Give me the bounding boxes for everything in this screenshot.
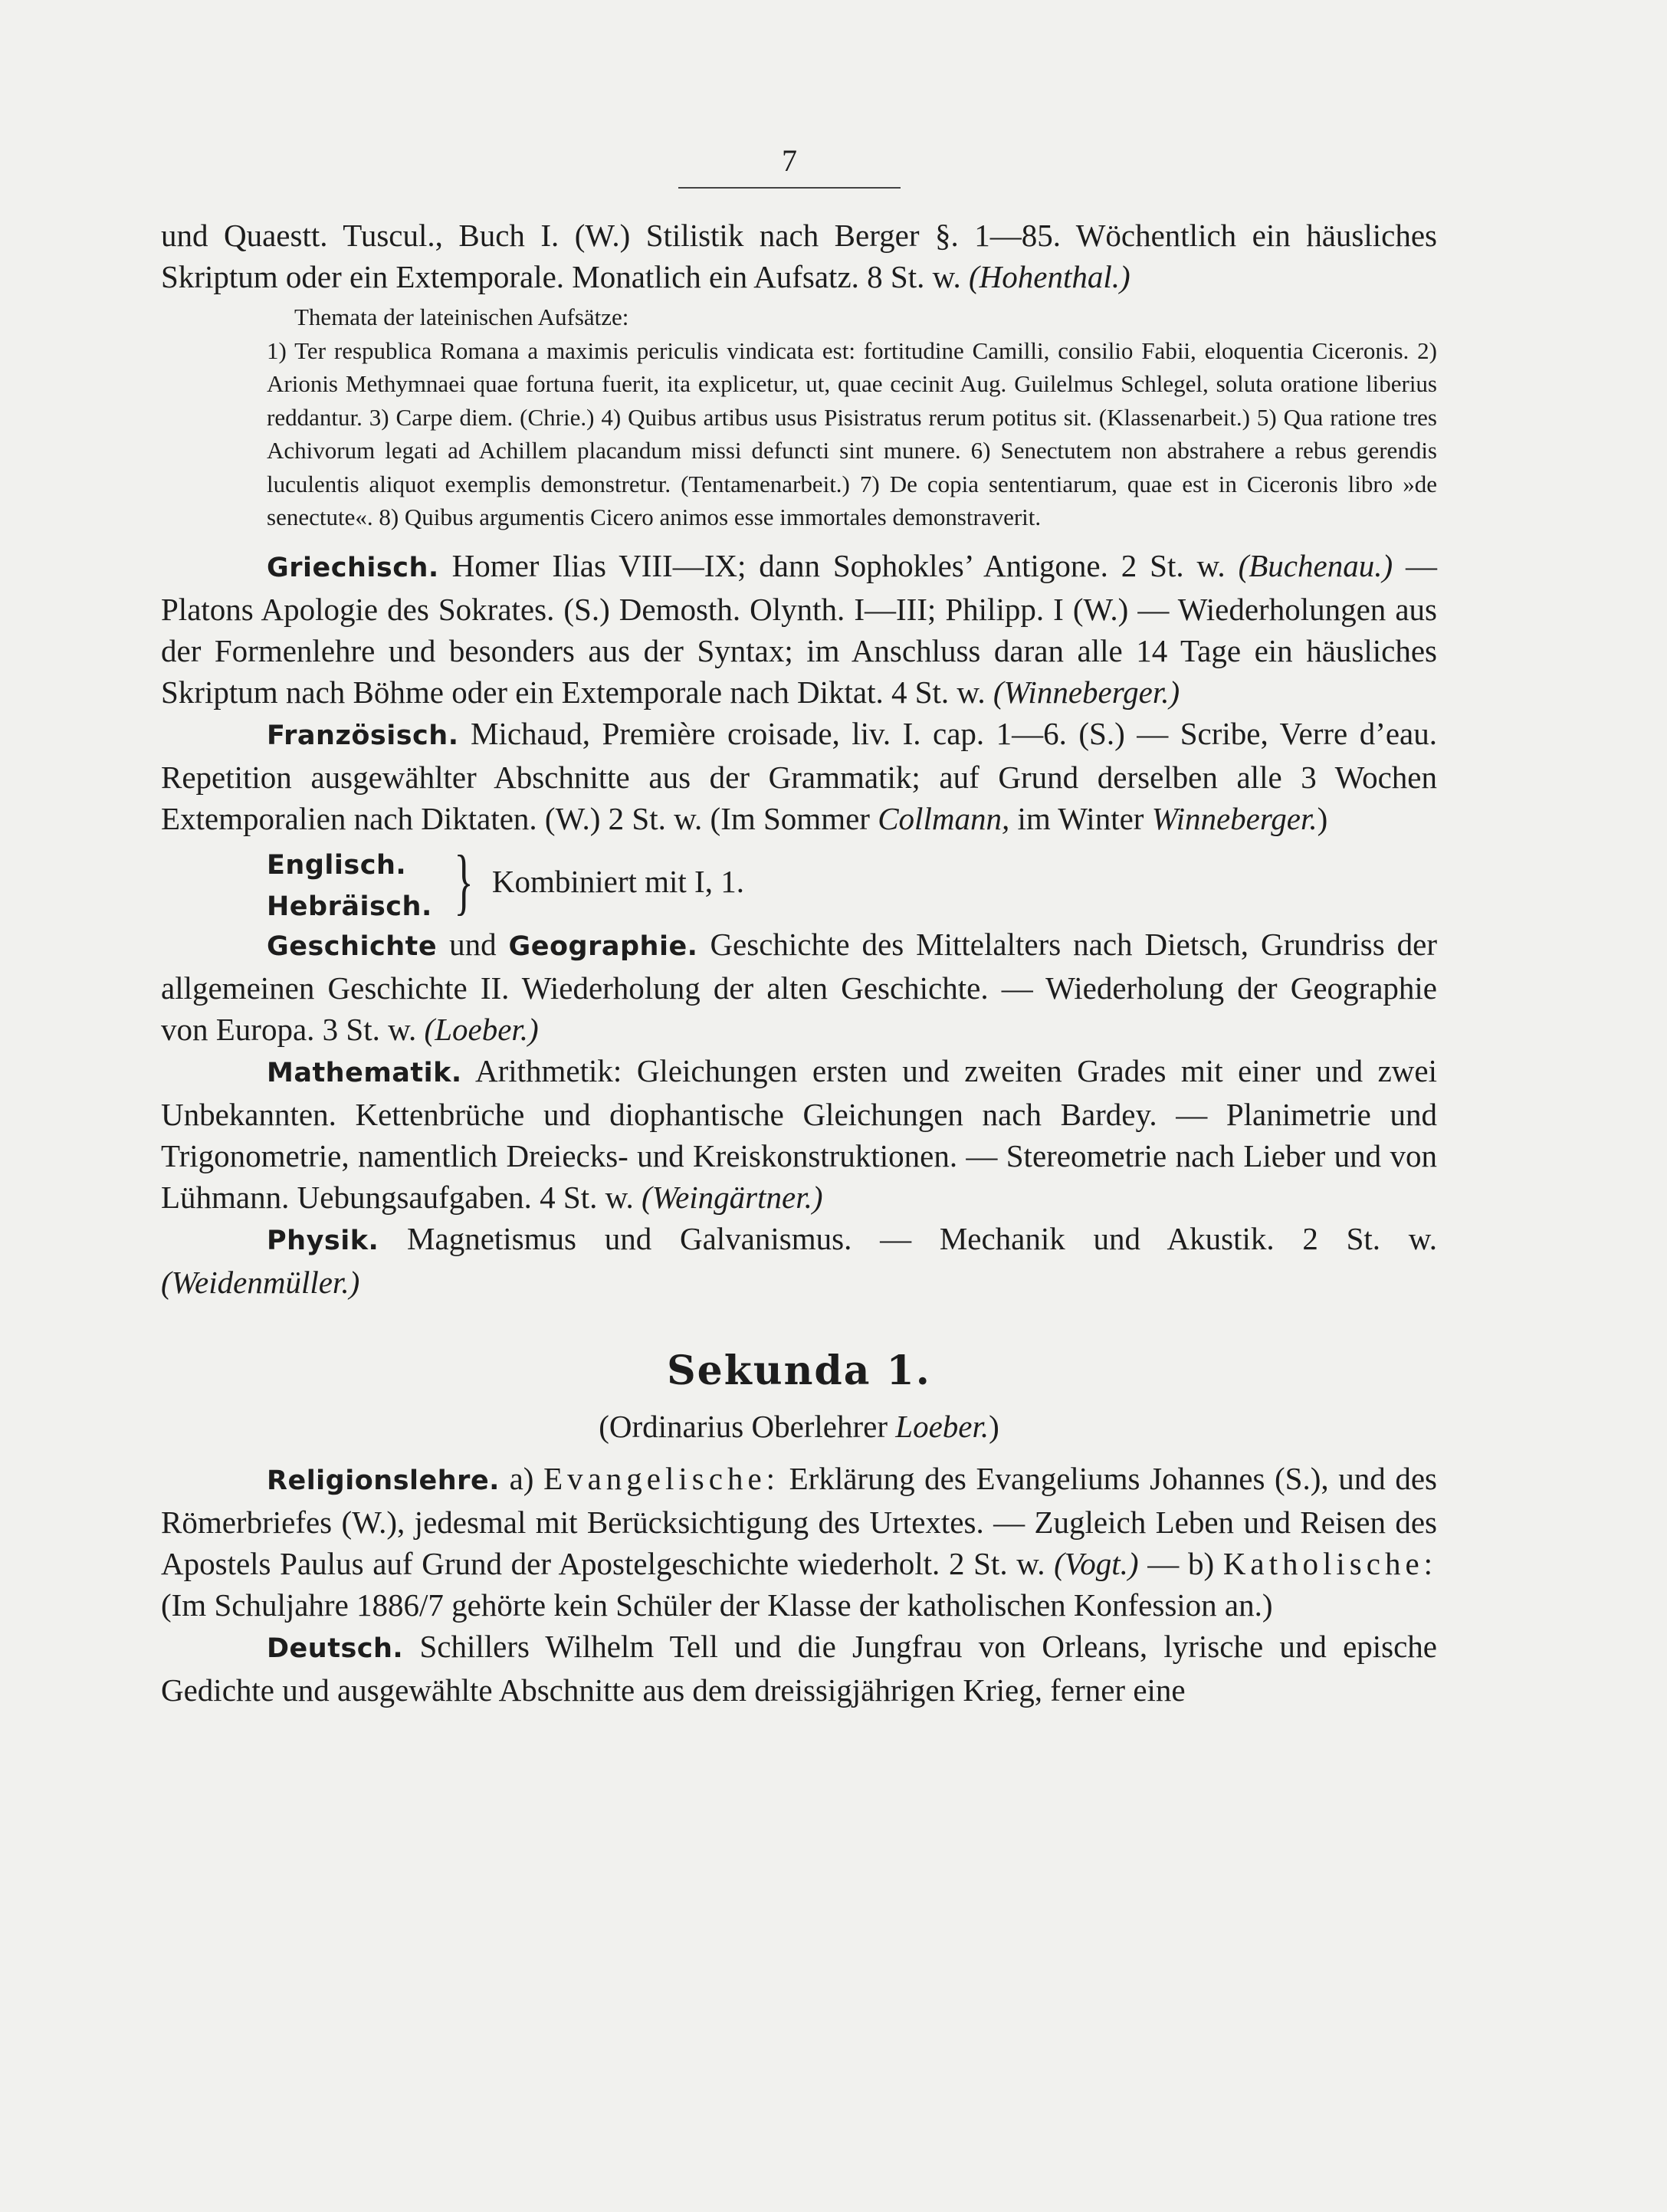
- griechisch-teacher-1: (Buchenau.): [1238, 547, 1393, 583]
- subject-geschichte: Geschichte: [267, 930, 438, 962]
- religion-b-spaced: Katholische:: [1222, 1545, 1438, 1581]
- section-subtitle: [161, 1406, 1437, 1447]
- page-content: [161, 138, 1437, 1711]
- mathematik-text: Arithmetik: Gleichungen ersten und zweiten Grades mit einer und zwei Unbekannten. Kettenbrüche und diophantische Gleichungen nach Bardey. — Planimetrie und Trigonometrie, namentlich Dreiecks- und Kreiskonstruktionen. — Stereometrie nach Lieber und von Lühmann. Uebungsaufgaben. 4 St. w.: [161, 1052, 1437, 1215]
- deutsch-text: Schillers Wilhelm Tell und die Jungfrau von Orleans, lyrische und epische Gedichte und ausgewählte Abschnitte aus dem dreissigjährigen Krieg, ferner eine: [161, 1628, 1438, 1708]
- religion-b-text: (Im Schuljahre 1886/7 gehörte kein Schüler der Klasse der katholischen Konfession an.): [161, 1587, 1273, 1623]
- franzoesisch-teacher-b: Winneberger.: [1151, 800, 1318, 836]
- geschichte-teacher: (Loeber.): [424, 1011, 539, 1047]
- subject-hebraeisch: Hebräisch.: [267, 891, 432, 922]
- religion-b-label: — b): [1147, 1545, 1215, 1581]
- griechisch-teacher-2: (Winneberger.): [993, 674, 1180, 710]
- intro-teacher: (Hohenthal.): [969, 259, 1130, 294]
- griechisch-text-1: Homer Ilias VIII—IX; dann Sophokles’ Antigone. 2 St. w.: [451, 547, 1226, 583]
- geschichte-paragraph: [161, 924, 1437, 1050]
- subject-geographie: Geographie.: [508, 930, 698, 962]
- kombiniert-text: Kombiniert mit I, 1.: [491, 863, 744, 899]
- mathematik-teacher: (Weingärtner.): [642, 1179, 823, 1215]
- section-sub-close: ): [989, 1408, 999, 1444]
- griechisch-paragraph: [161, 545, 1437, 713]
- themata-heading: Themata der lateinischen Aufsätze:: [294, 304, 629, 330]
- deutsch-paragraph: [161, 1626, 1437, 1711]
- document-body: [161, 215, 1437, 1711]
- subject-mathematik: Mathematik.: [267, 1057, 462, 1088]
- geschichte-text: Geschichte des Mittelalters nach Dietsch, Grundriss der allgemeinen Geschichte II. Wiederholung der alten Geschichte. — Wiederholung der Geographie von Europa. 3 St. w.: [161, 926, 1437, 1047]
- religion-a-label: a): [509, 1460, 534, 1496]
- religion-a-teacher: (Vogt.): [1054, 1545, 1139, 1581]
- physik-teacher: (Weidenmüller.): [161, 1264, 360, 1300]
- franzoesisch-text: Michaud, Première croisade, liv. I. cap. 1—6. (S.) — Scribe, Verre d’eau. Repetition ausgewählter Abschnitte aus der Grammatik; auf Grund derselben alle 3 Wochen Extemporalien nach Diktaten. (W.) 2 St. w. (Im Sommer: [161, 715, 1437, 836]
- franzoesisch-end: ): [1317, 800, 1328, 836]
- subject-franzoesisch: Französisch.: [267, 720, 459, 751]
- subject-englisch: Englisch.: [267, 849, 407, 881]
- geschichte-und: und: [449, 926, 497, 962]
- themata-list: 1) Ter respublica Romana a maximis periculis vindicata est: fortitudine Camilli, consilio Fabii, eloquentia Ciceronis. 2) Arionis Methymnaei quae fortuna fuerit, ita explicetur, ut, quae cecinit Aug. Guilelmus Schlegel, soluta oratione liberius reddantur. 3) Carpe diem. (Chrie.) 4) Quibus artibus usus Pisistratus rerum potitus sit. (Klassenarbeit.) 5) Qua ratione tres Achivorum legati ad Achillem placandum missi defuncti sint munere. 6) Senectutem non abstrahere a rebus gerendis luculentis aliquot exemplis demonstretur. (Tentamenarbeit.) 7) De copia sententiarum, quae est in Ciceronis libro »de senectute«. 8) Quibus argumentis Cicero animos esse immortales demonstraverit.: [267, 336, 1437, 530]
- brace-glyph: }: [454, 839, 474, 922]
- franzoesisch-paragraph: [161, 713, 1437, 839]
- subject-religion: Religionslehre.: [267, 1465, 500, 1496]
- mathematik-paragraph: [161, 1050, 1437, 1218]
- intro-paragraph: [161, 215, 1437, 297]
- subject-physik: Physik.: [267, 1225, 379, 1256]
- page-number: 7: [782, 143, 797, 178]
- kombiniert-subjects: [267, 845, 432, 922]
- subject-deutsch: Deutsch.: [267, 1633, 404, 1664]
- franzoesisch-mid: im Winter: [1017, 800, 1144, 836]
- section-sub-teacher: Loeber.: [895, 1408, 989, 1444]
- religion-a-spaced: Evangelische:: [543, 1460, 780, 1496]
- religion-paragraph: [161, 1458, 1437, 1626]
- physik-paragraph: [161, 1218, 1437, 1303]
- themata-block: [161, 300, 1437, 534]
- section-sub-open: (Ordinarius Oberlehrer: [599, 1408, 888, 1444]
- kombiniert-block: [161, 839, 1437, 924]
- section-title: Sekunda 1.: [667, 1347, 931, 1394]
- franzoesisch-teacher-a: Collmann,: [878, 800, 1010, 836]
- subject-griechisch: Griechisch.: [267, 552, 439, 583]
- religion-a-text: Erklärung des Evangeliums Johannes (S.), und des Römerbriefes (W.), jedesmal mit Berücksichtigung des Urtextes. — Zugleich Leben und Reisen des Apostels Paulus auf Grund der Apostelgeschichte wiederholt. 2 St. w.: [161, 1460, 1438, 1581]
- physik-text: Magnetismus und Galvanismus. — Mechanik und Akustik. 2 St. w.: [407, 1220, 1437, 1256]
- intro-text: und Quaestt. Tuscul., Buch I. (W.) Stilistik nach Berger §. 1—85. Wöchentlich ein häusliches Skriptum oder ein Extemporale. Monatlich ein Aufsatz. 8 St. w.: [161, 218, 1437, 294]
- griechisch-text-2: — Platons Apologie des Sokrates. (S.) Demosth. Olynth. I—III; Philipp. I (W.) — Wiederholungen aus der Formenlehre und besonders aus der Syntax; im Anschluss daran alle 14 Tage ein häusliches Skriptum nach Böhme oder ein Extemporale nach Diktat. 4 St. w.: [161, 547, 1438, 710]
